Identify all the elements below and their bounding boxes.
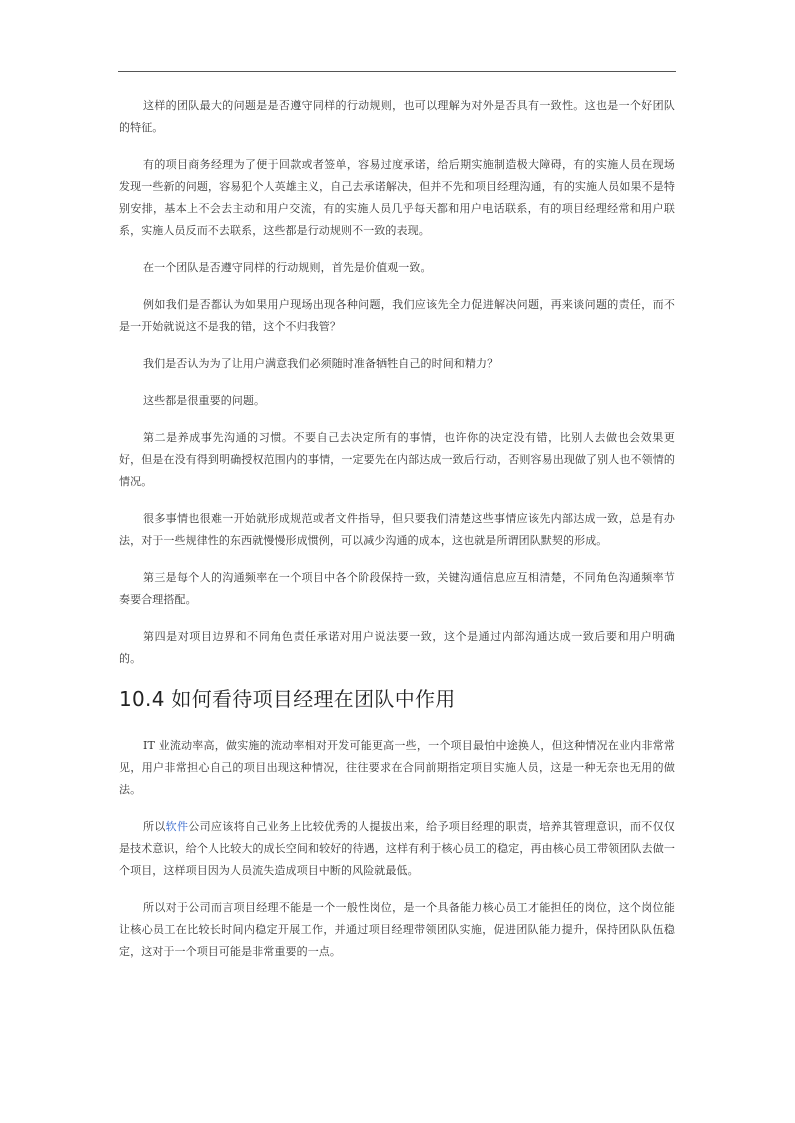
header-rule: [118, 71, 676, 72]
paragraph: 这些都是很重要的问题。: [143, 394, 266, 407]
page-cutoff: [119, 959, 675, 967]
section-heading: 10.4 如何看待项目经理在团队中作用: [119, 687, 456, 711]
paragraph-prefix: 所以: [143, 820, 166, 833]
paragraph: 这样的团队最大的问题是是否遵守同样的行动规则，也可以理解为对外是否具有一致性。这也是一个好团队的特征。: [119, 99, 675, 134]
paragraph: 我们是否认为为了让用户满意我们必须随时准备牺牲自己的时间和精力？: [143, 357, 499, 370]
paragraph: 有的项目商务经理为了便于回款或者签单，容易过度承诺，给后期实施制造极大障碍，有的实施人员在现场发现一些新的问题，容易犯个人英雄主义，自己去承诺解决，但并不先和项目经理沟通，有的实施人员如果不是特别安排，基本上不会去主动和用户交流，有的实施人员几乎每天都和用户电话联系，有的项目经理经常和用户联系，实施人员反而不去联系，这些都是行动规则不一致的表现。: [119, 158, 675, 237]
paragraph: 第三是每个人的沟通频率在一个项目中各个阶段保持一致，关键沟通信息应互相清楚，不同角色沟通频率节奏要合理搭配。: [119, 571, 675, 606]
paragraph: 例如我们是否都认为如果用户现场出现各种问题，我们应该先全力促进解决问题，再来谈问题的责任，而不是一开始就说这不是我的错，这个不归我管？: [119, 298, 675, 333]
paragraph: IT 业流动率高，做实施的流动率相对开发可能更高一些，一个项目最怕中途换人，但这种情况在业内非常常见，用户非常担心自己的项目出现这种情况，往往要求在合同前期指定项目实施人员，这是一种无奈也无用的做法。: [119, 739, 675, 796]
paragraph-with-link: [119, 816, 675, 882]
paragraph: 所以对于公司而言项目经理不能是一个一般性岗位，是一个具备能力核心员工才能担任的岗位，这个岗位能让核心员工在比较长时间内稳定开展工作，并通过项目经理带领团队实施，促进团队能力提升，保持团队队伍稳定，这对于一个项目可能是非常重要的一点。: [119, 901, 675, 958]
paragraph: 第四是对项目边界和不同角色责任承诺对用户说法要一致，这个是通过内部沟通达成一致后要和用户明确的。: [119, 630, 675, 665]
paragraph-suffix: 公司应该将自己业务上比较优秀的人提拔出来，给予项目经理的职责，培养其管理意识，而不仅仅是技术意识，给个人比较大的成长空间和较好的待遇，这样有利于核心员工的稳定，再由核心员工带领团队去做一个项目，这样项目因为人员流失造成项目中断的风险就最低。: [119, 820, 676, 877]
document-body: [119, 95, 675, 967]
paragraph: 第二是养成事先沟通的习惯。不要自己去决定所有的事情，也许你的决定没有错，比别人去做也会效果更好，但是在没有得到明确授权范围内的事情，一定要先在内部达成一致后行动，否则容易出现做了别人也不领情的情况。: [119, 431, 675, 488]
paragraph: 很多事情也很难一开始就形成规范或者文件指导，但只要我们清楚这些事情应该先内部达成一致，总是有办法，对于一些规律性的东西就慢慢形成惯例，可以减少沟通的成本，这也就是所谓团队默契的形成。: [119, 512, 675, 547]
clipped-paragraph-container: [119, 897, 675, 967]
paragraph: 在一个团队是否遵守同样的行动规则，首先是价值观一致。: [143, 261, 432, 274]
software-link[interactable]: 软件: [165, 820, 189, 833]
